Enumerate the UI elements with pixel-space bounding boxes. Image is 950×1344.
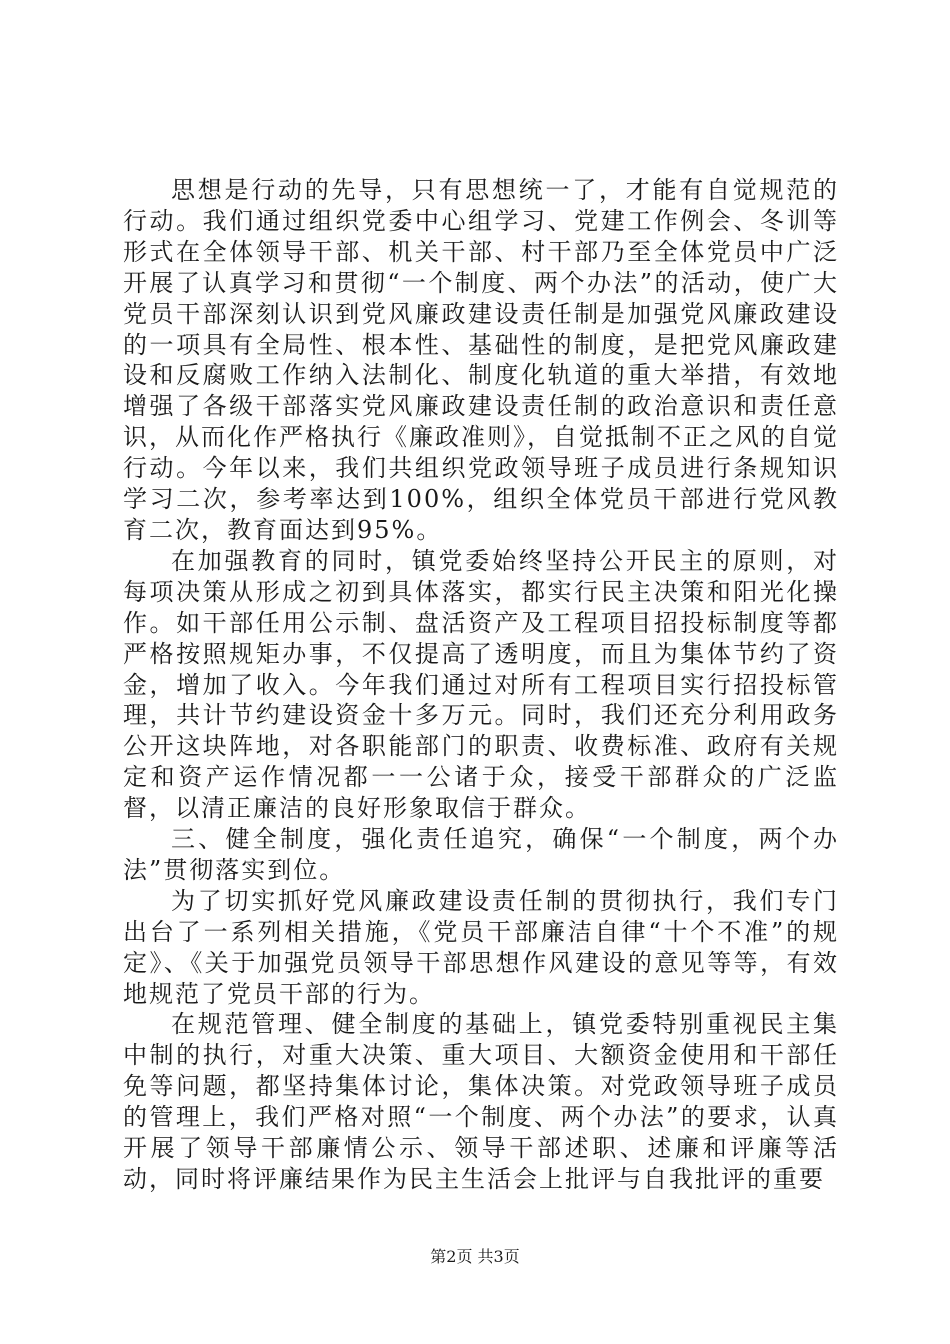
paragraph-measures: 为了切实抓好党风廉政建设责任制的贯彻执行，我们专门出台了一系列相关措施，《党员干部廉洁自律“十个不准”的规定》、《关于加强党员领导干部思想作风建设的意见等等，有效地规范了党员干部的行为。 [123, 886, 839, 1008]
section-heading-three: 三、健全制度，强化责任追究，确保“一个制度，两个办法”贯彻落实到位。 [123, 825, 839, 884]
paragraph-democratic-centralism: 在规范管理、健全制度的基础上，镇党委特别重视民主集中制的执行，对重大决策、重大项目、大额资金使用和干部任免等问题，都坚持集体讨论，集体决策。对党政领导班子成员的管理上，我们严格对照“一个制度、两个办法”的要求，认真开展了领导干部廉情公示、领导干部述职、述廉和评廉等活动，同时将评廉结果作为民主生活会上批评与自我批评的重要 [123, 1010, 839, 1193]
paragraph-open-democracy: 在加强教育的同时，镇党委始终坚持公开民主的原则，对每项决策从形成之初到具体落实，都实行民主决策和阳光化操作。如干部任用公示制、盘活资产及工程项目招投标制度等都严格按照规矩办事，不仅提高了透明度，而且为集体节约了资金，增加了收入。今年我们通过对所有工程项目实行招投标管理，共计节约建设资金十多万元。同时，我们还充分利用政务公开这块阵地，对各职能部门的职责、收费标准、政府有关规定和资产运作情况都一一公诸于众，接受干部群众的广泛监督，以清正廉洁的良好形象取信于群众。 [123, 546, 839, 823]
page-footer: 第2页 共3页 [430, 1247, 520, 1266]
body-text [123, 175, 839, 1195]
paragraph-ideology-education: 思想是行动的先导，只有思想统一了，才能有自觉规范的行动。我们通过组织党委中心组学习、党建工作例会、冬训等形式在全体领导干部、机关干部、村干部乃至全体党员中广泛开展了认真学习和贯彻“一个制度、两个办法”的活动，使广大党员干部深刻认识到党风廉政建设责任制是加强党风廉政建设的一项具有全局性、根本性、基础性的制度，是把党风廉政建设和反腐败工作纳入法制化、制度化轨道的重大举措，有效地增强了各级干部落实党风廉政建设责任制的政治意识和责任意识，从而化作严格执行《廉政准则》，自觉抵制不正之风的自觉行动。今年以来，我们共组织党政领导班子成员进行条规知识学习二次，参考率达到100%，组织全体党员干部进行党风教育二次，教育面达到95%。 [123, 176, 839, 544]
